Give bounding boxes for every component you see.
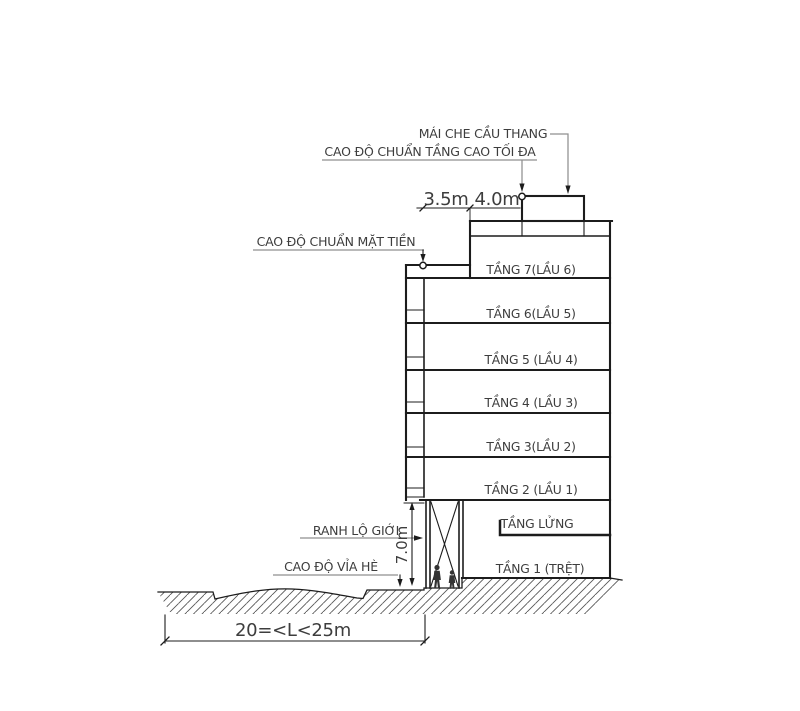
- floor-label-2: TẦNG 2 (LẦU 1): [484, 483, 578, 497]
- floor-label-7: TẦNG 7(LẦU 6): [486, 263, 576, 277]
- road-boundary-label: RANH LỘ GIỚI: [312, 523, 400, 538]
- floor-label-4: TẦNG 4 (LẦU 3): [484, 396, 578, 410]
- max-height-datum-marker: [519, 193, 525, 199]
- floor-label-5: TẦNG 5 (LẦU 4): [484, 353, 578, 367]
- floor-label-3: TẦNG 3(LẦU 2): [486, 440, 576, 454]
- sidewalk-datum-label: CAO ĐỘ VỈA HÈ: [284, 559, 378, 574]
- frontage-height-dim: 7.0m: [393, 525, 411, 565]
- stair-canopy-label: MÁI CHE CẦU THANG: [418, 126, 548, 141]
- floor-label-mezzanine: TẦNG LỬNG: [500, 517, 574, 531]
- stair-setback-dim: 4.0m: [474, 189, 520, 210]
- floor-label-ground: TẦNG 1 (TRỆT): [495, 562, 585, 576]
- facade-datum-label: CAO ĐỘ CHUẨN MẶT TIỀN: [256, 234, 416, 249]
- road-width-dim: 20=<L<25m: [235, 620, 351, 641]
- facade-datum-marker: [420, 262, 426, 268]
- max-height-datum-label: CAO ĐỘ CHUẨN TẦNG CAO TỐI ĐA: [324, 144, 536, 159]
- floor-label-6: TẦNG 6(LẦU 5): [486, 307, 576, 321]
- floor7-setback-dim: 3.5m: [423, 189, 469, 210]
